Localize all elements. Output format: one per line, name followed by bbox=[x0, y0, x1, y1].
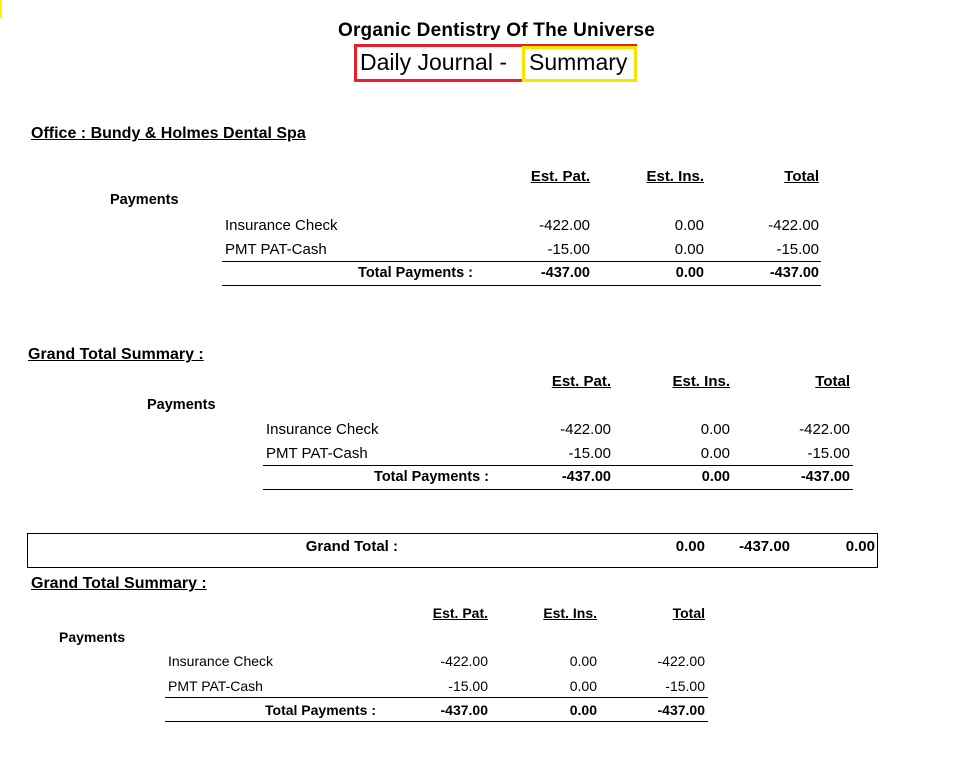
total-est-pat: -437.00 bbox=[561, 469, 611, 485]
grand-total-value-1: 0.00 bbox=[675, 538, 705, 555]
row-label: PMT PAT-Cash bbox=[266, 445, 368, 462]
header-est-pat: Est. Pat. bbox=[530, 168, 590, 185]
header-est-ins: Est. Ins. bbox=[646, 168, 704, 185]
header-total: Total bbox=[815, 373, 850, 390]
total-payments-label: Total Payments : bbox=[265, 702, 376, 718]
divider-line bbox=[222, 285, 821, 286]
total-total: -437.00 bbox=[657, 702, 705, 718]
company-name: Organic Dentistry Of The Universe bbox=[337, 20, 656, 41]
row-est-pat: -15.00 bbox=[547, 241, 590, 258]
grand-summary-title: Grand Total Summary : bbox=[31, 575, 207, 592]
divider-line bbox=[263, 465, 853, 466]
row-total: -422.00 bbox=[657, 653, 705, 669]
row-total: -15.00 bbox=[665, 678, 705, 694]
row-total: -422.00 bbox=[799, 421, 850, 438]
row-label: Insurance Check bbox=[168, 653, 274, 669]
divider-line bbox=[165, 697, 708, 698]
row-total: -15.00 bbox=[807, 445, 850, 462]
group-label-payments: Payments bbox=[110, 192, 179, 208]
row-est-ins: 0.00 bbox=[700, 445, 730, 462]
grand-total-value-3: 0.00 bbox=[845, 538, 875, 555]
row-label: PMT PAT-Cash bbox=[225, 241, 327, 258]
header-total: Total bbox=[672, 605, 705, 621]
group-label-payments: Payments bbox=[59, 629, 126, 645]
total-payments-label: Total Payments : bbox=[358, 265, 473, 281]
divider-line bbox=[165, 721, 708, 722]
total-total: -437.00 bbox=[769, 265, 819, 281]
row-est-ins: 0.00 bbox=[569, 653, 597, 669]
row-est-pat: -15.00 bbox=[568, 445, 611, 462]
row-est-pat: -15.00 bbox=[448, 678, 488, 694]
row-total: -15.00 bbox=[776, 241, 819, 258]
header-total: Total bbox=[784, 168, 819, 185]
total-total: -437.00 bbox=[800, 469, 850, 485]
row-est-pat: -422.00 bbox=[440, 653, 488, 669]
corner-marker bbox=[0, 0, 2, 18]
row-est-ins: 0.00 bbox=[569, 678, 597, 694]
row-label: PMT PAT-Cash bbox=[168, 678, 263, 694]
report-title-summary: Summary bbox=[529, 49, 628, 75]
grand-summary-title: Grand Total Summary : bbox=[28, 346, 204, 363]
divider-line bbox=[222, 261, 821, 262]
header-est-pat: Est. Pat. bbox=[551, 373, 611, 390]
row-est-ins: 0.00 bbox=[674, 241, 704, 258]
total-payments-label: Total Payments : bbox=[374, 469, 489, 485]
header-est-pat: Est. Pat. bbox=[432, 605, 488, 621]
total-est-ins: 0.00 bbox=[569, 702, 597, 718]
total-est-ins: 0.00 bbox=[675, 265, 704, 281]
grand-total-label: Grand Total : bbox=[305, 538, 398, 555]
grand-total-value-2: -437.00 bbox=[739, 538, 790, 555]
row-est-ins: 0.00 bbox=[674, 217, 704, 234]
report-title: Daily Journal - bbox=[360, 49, 507, 75]
row-est-pat: -422.00 bbox=[560, 421, 611, 438]
row-est-pat: -422.00 bbox=[539, 217, 590, 234]
row-label: Insurance Check bbox=[225, 217, 338, 234]
total-est-pat: -437.00 bbox=[540, 265, 590, 281]
row-est-ins: 0.00 bbox=[700, 421, 730, 438]
header-est-ins: Est. Ins. bbox=[543, 605, 597, 621]
divider-line bbox=[263, 489, 853, 490]
header-est-ins: Est. Ins. bbox=[672, 373, 730, 390]
row-label: Insurance Check bbox=[266, 421, 379, 438]
total-est-pat: -437.00 bbox=[440, 702, 488, 718]
total-est-ins: 0.00 bbox=[701, 469, 730, 485]
group-label-payments: Payments bbox=[147, 397, 216, 413]
office-title: Office : Bundy & Holmes Dental Spa bbox=[31, 125, 306, 142]
row-total: -422.00 bbox=[768, 217, 819, 234]
